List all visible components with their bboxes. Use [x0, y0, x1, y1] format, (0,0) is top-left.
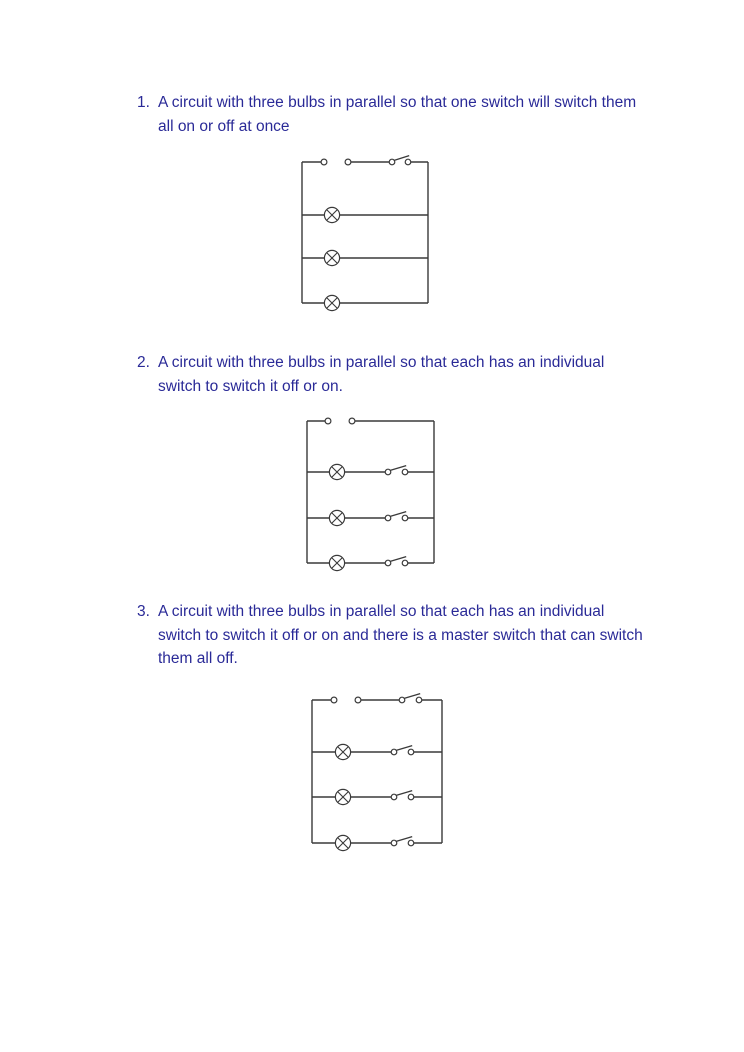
- question-1-number: 1.: [137, 94, 150, 111]
- branch-switch-icon-contact: [408, 749, 414, 755]
- circuit-diagram-2: [307, 418, 434, 571]
- circuit-diagram-3: [312, 694, 442, 851]
- branch-switch-icon-contact: [385, 515, 391, 521]
- question-2-text-line: switch to switch it off or on.: [158, 377, 343, 395]
- master-switch-icon-contact: [405, 159, 411, 165]
- supply-terminal-icon: [325, 418, 331, 424]
- question-3-number: 3.: [137, 603, 150, 620]
- branch-switch-icon-contact: [385, 560, 391, 566]
- circuit-diagram-1: [302, 156, 428, 311]
- branch-switch-icon-contact: [402, 515, 408, 521]
- supply-terminal-icon: [331, 697, 337, 703]
- branch-switch-icon-contact: [391, 749, 397, 755]
- supply-terminal-icon: [355, 697, 361, 703]
- question-2-text-line: A circuit with three bulbs in parallel so that each has an individual: [158, 354, 605, 371]
- master-switch-icon-contact: [399, 697, 405, 703]
- supply-terminal-icon: [349, 418, 355, 424]
- branch-switch-icon-contact: [391, 840, 397, 846]
- branch-switch-icon-contact: [408, 840, 414, 846]
- branch-switch-icon-contact: [391, 794, 397, 800]
- question-2-number: 2.: [137, 354, 150, 371]
- question-3-text-line: them all off.: [158, 650, 238, 667]
- branch-switch-icon-contact: [402, 560, 408, 566]
- branch-switch-icon-contact: [385, 469, 391, 475]
- question-3-text-line: switch to switch it off or on and there is a master switch that can switch: [158, 626, 643, 644]
- question-1-text-line: A circuit with three bulbs in parallel so that one switch will switch them: [158, 94, 637, 111]
- master-switch-icon-contact: [416, 697, 422, 703]
- supply-terminal-icon: [321, 159, 327, 165]
- branch-switch-icon-contact: [408, 794, 414, 800]
- question-1-text-line: all on or off at once: [158, 117, 290, 135]
- supply-terminal-icon: [345, 159, 351, 165]
- master-switch-icon-contact: [389, 159, 395, 165]
- question-3-text-line: A circuit with three bulbs in parallel so that each has an individual: [158, 603, 605, 620]
- branch-switch-icon-contact: [402, 469, 408, 475]
